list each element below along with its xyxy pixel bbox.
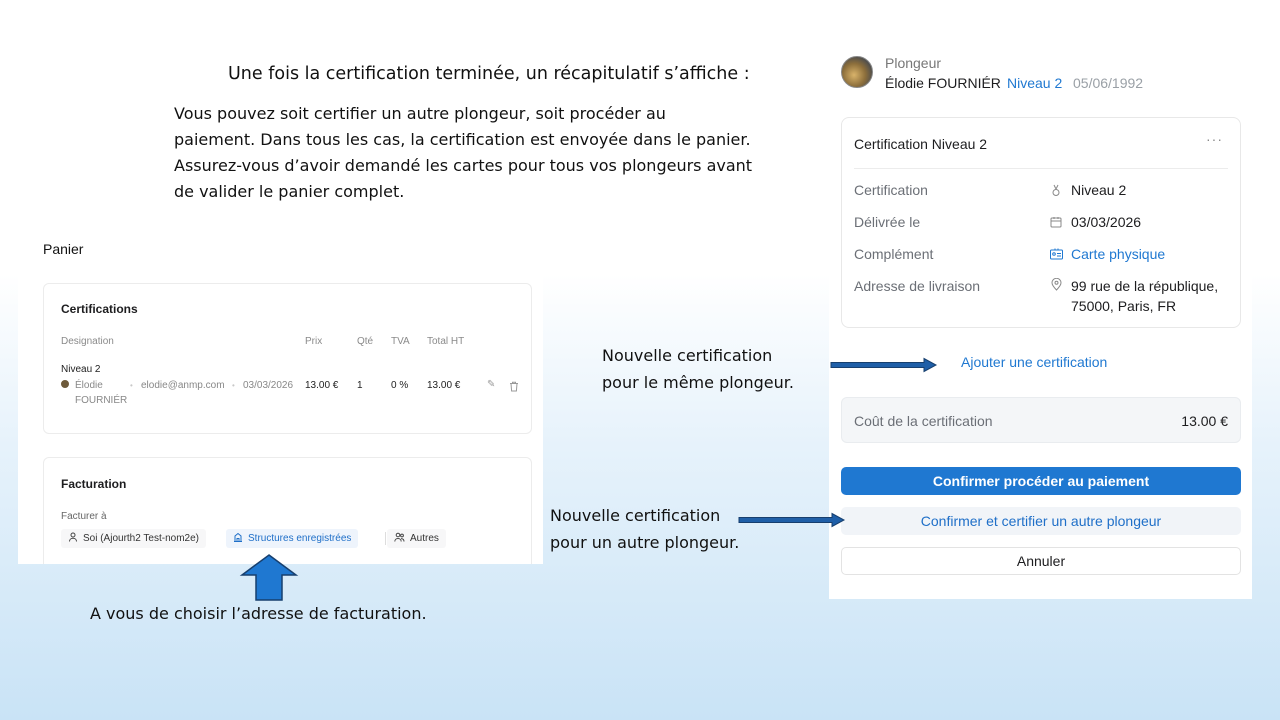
edit-icon[interactable]: ✎ — [487, 379, 496, 390]
diver-birth-date: 05/06/1992 — [1073, 75, 1144, 91]
building-icon — [233, 532, 243, 545]
address-line: 99 rue de la république, — [1071, 278, 1219, 294]
paragraph-line: Assurez-vous d’avoir demandé les cartes pour tous vos plongeurs avant — [174, 156, 753, 175]
divider — [385, 532, 386, 545]
annotation-line: pour le même plongeur. — [602, 373, 794, 392]
cost-summary — [841, 397, 1241, 443]
complement-value[interactable]: Carte physique — [1071, 246, 1166, 262]
confirm-certify-other-button[interactable]: Confirmer et certifier un autre plongeur — [841, 507, 1241, 535]
cost-label: Coût de la certification — [854, 413, 993, 429]
paragraph-line: paiement. Dans tous les cas, la certification est envoyée dans le panier. — [174, 130, 751, 149]
bill-to-self-option[interactable] — [61, 529, 206, 548]
annotation-line: Nouvelle certification — [550, 506, 721, 525]
location-pin-icon — [1048, 278, 1064, 294]
row-email: elodie@anmp.com — [141, 380, 225, 391]
col-total: Total HT — [427, 336, 465, 347]
row-qty: 1 — [357, 380, 363, 391]
delivery-address-value — [1071, 276, 1218, 316]
bill-to-other-option[interactable] — [387, 529, 446, 548]
complement-label: Complément — [854, 246, 934, 262]
col-tva: TVA — [391, 336, 410, 347]
slide-paragraph — [174, 101, 794, 205]
cancel-button[interactable]: Annuler — [841, 547, 1241, 575]
separator-dot: • — [130, 381, 133, 390]
col-qty: Qté — [357, 336, 374, 347]
arrow-up-icon — [240, 554, 298, 602]
trash-icon[interactable] — [509, 379, 519, 397]
paragraph-line: de valider le panier complet. — [174, 182, 405, 201]
certification-label: Certification — [854, 182, 928, 198]
separator-dot: • — [232, 381, 235, 390]
calendar-icon — [1048, 216, 1064, 231]
issued-date-value: 03/03/2026 — [1071, 214, 1142, 230]
row-price: 13.00 € — [305, 380, 339, 391]
billing-title: Facturation — [61, 477, 127, 491]
certification-value: Niveau 2 — [1071, 182, 1127, 198]
bill-to-self-label: Soi (Ajourth2 Test-nom2e) — [83, 533, 199, 544]
person-icon — [68, 532, 78, 545]
add-certification-link[interactable]: Ajouter une certification — [961, 354, 1108, 370]
cart-panel — [18, 228, 543, 564]
slide-heading: Une fois la certification terminée, un récapitulatif s’affiche : — [228, 64, 750, 84]
bill-to-label: Facturer à — [61, 511, 107, 522]
col-designation: Designation — [61, 336, 114, 347]
bill-to-structures-option[interactable] — [226, 529, 358, 548]
delivery-address-label: Adresse de livraison — [854, 278, 981, 294]
issued-date-label: Délivrée le — [854, 214, 921, 230]
annotation-same-diver — [602, 342, 794, 396]
row-level: Niveau 2 — [61, 364, 101, 375]
row-total: 13.00 € — [427, 380, 461, 391]
bill-to-other-label: Autres — [410, 533, 439, 544]
summary-card-title: Certification Niveau 2 — [854, 136, 988, 152]
cart-certifications-card — [43, 283, 532, 434]
row-first-name: Élodie — [75, 380, 103, 391]
row-last-name: FOURNIÉR — [75, 395, 128, 406]
people-icon — [394, 532, 405, 545]
diver-level: Niveau 2 — [1007, 75, 1063, 91]
certification-summary-panel — [829, 36, 1252, 599]
annotation-other-diver — [550, 502, 739, 556]
diver-name: Élodie FOURNIÉR — [885, 75, 1001, 91]
arrow-right-icon — [738, 512, 846, 528]
col-price: Prix — [305, 336, 323, 347]
billing-card — [43, 457, 532, 564]
bill-to-structures-label: Structures enregistrées — [248, 533, 352, 544]
cost-value: 13.00 € — [1181, 413, 1228, 429]
diver-role: Plongeur — [885, 55, 942, 71]
annotation-line: Nouvelle certification — [602, 346, 773, 365]
id-card-icon — [1048, 248, 1064, 263]
row-tva: 0 % — [391, 380, 409, 391]
annotation-line: pour un autre plongeur. — [550, 533, 740, 552]
certifications-title: Certifications — [61, 302, 138, 316]
address-line: 75000, Paris, FR — [1071, 298, 1177, 314]
row-date: 03/03/2026 — [243, 380, 294, 391]
arrow-right-icon — [830, 357, 938, 373]
certification-summary-card — [841, 117, 1241, 328]
confirm-pay-button[interactable]: Confirmer procéder au paiement — [841, 467, 1241, 495]
diver-avatar-icon — [61, 380, 69, 388]
more-options-icon[interactable]: ··· — [1206, 131, 1223, 147]
paragraph-line: Vous pouvez soit certifier un autre plongeur, soit procéder au — [174, 104, 666, 123]
diver-avatar — [841, 56, 873, 88]
divider — [854, 168, 1228, 169]
annotation-billing: A vous de choisir l’adresse de facturation. — [90, 604, 427, 623]
cart-title: Panier — [43, 241, 84, 257]
medal-icon — [1048, 184, 1064, 200]
